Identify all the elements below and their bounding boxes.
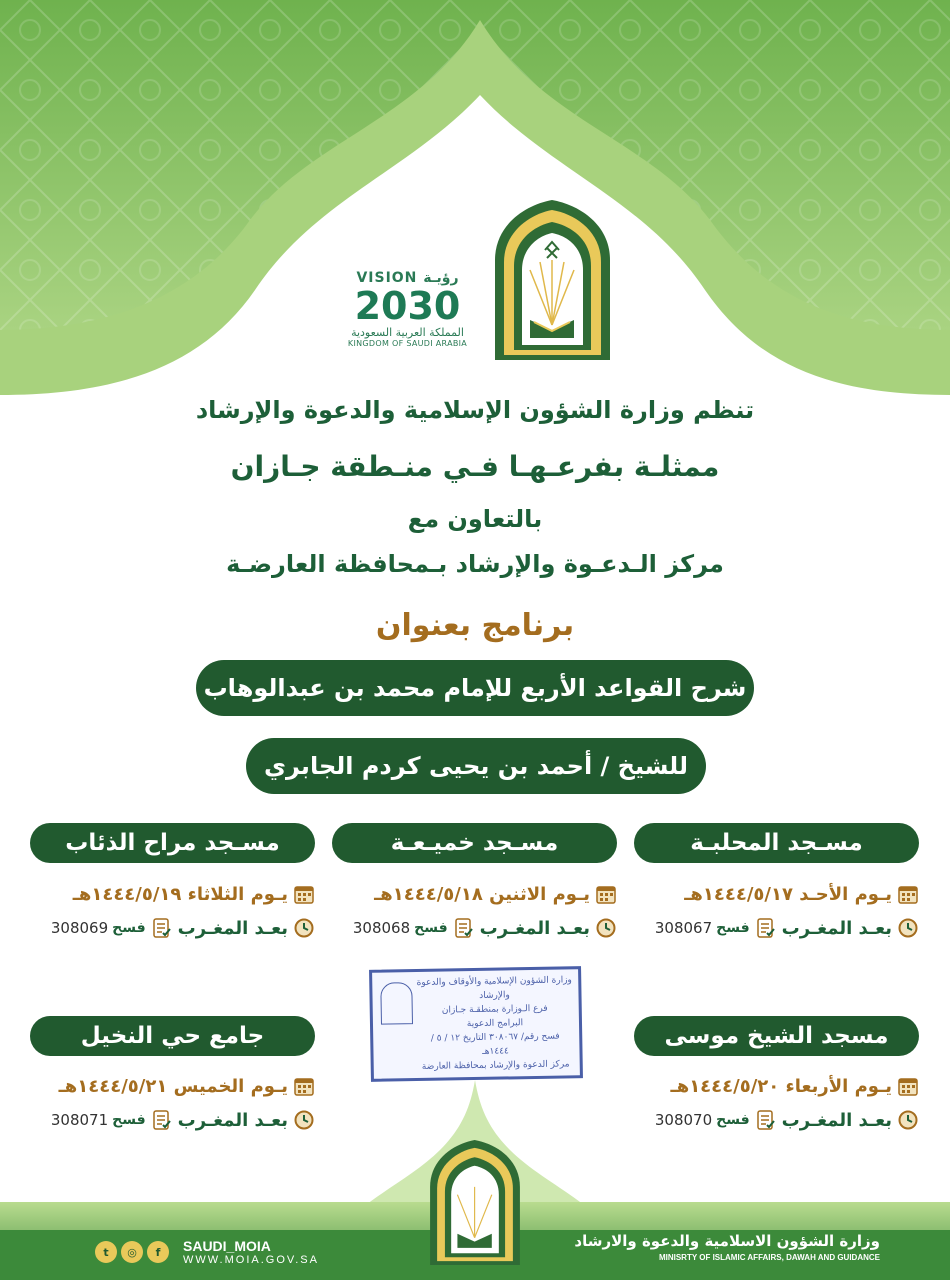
- calendar-icon: [596, 884, 616, 904]
- permit-label: فسح: [112, 920, 146, 936]
- stamp-line-programs: البرامج الدعوية: [466, 1018, 524, 1030]
- permit-number: 308071: [50, 1111, 109, 1129]
- clock-icon: [596, 918, 616, 938]
- permit-label: فسح: [414, 920, 448, 936]
- stamp-line-permit: فسح رقم/ ٣٠٨٠٦٧ التاريخ ١٢ / ٥ / ١٤٤٤هـ: [430, 1031, 560, 1057]
- calendar-icon: [294, 1076, 314, 1096]
- session-2-time-row: [326, 915, 616, 941]
- session-5-permit: [51, 1110, 172, 1130]
- footer-ministry-english: MINISRTY OF ISLAMIC AFFAIRS, DAWAH AND GUIDANCE: [658, 1253, 880, 1262]
- session-2-date: يـوم الاثنين ١٤٤٤/٥/١٨هـ: [374, 883, 590, 905]
- vision-2030-logo: [340, 270, 475, 365]
- cooperation-line: بالتعاون مع: [407, 505, 543, 533]
- clock-icon: [294, 918, 314, 938]
- session-3-time-row: [24, 915, 314, 941]
- session-1-mosque: مسـجد المحلبـة: [634, 823, 919, 863]
- vision-arabic-country: المملكة العربية السعودية: [351, 326, 464, 339]
- program-title: شرح القواعد الأربع للإمام محمد بن عبدالوهاب: [196, 660, 754, 716]
- calendar-icon: [898, 1076, 918, 1096]
- stamp-line-ministry: وزارة الشؤون الإسلامية والأوقاف والدعوة والإرشاد: [416, 975, 572, 1001]
- center-line: مركز الـدعـوة والإرشاد بـمحافظة العارضـة: [226, 550, 724, 578]
- permit-document-icon: [152, 918, 172, 938]
- clock-icon: [294, 1110, 314, 1130]
- social-handle[interactable]: SAUDI_MOIA: [183, 1238, 271, 1254]
- session-2-date-row: [326, 881, 616, 907]
- session-3-date-row: [24, 881, 314, 907]
- session-1-permit: [655, 918, 776, 938]
- session-4-time-row: [628, 1107, 918, 1133]
- session-5-time: بعـد المغـرب: [177, 1109, 288, 1131]
- instagram-icon[interactable]: ◎: [121, 1241, 143, 1263]
- permit-number: 308068: [352, 919, 411, 937]
- footer-ministry-block: [574, 1232, 880, 1262]
- footer-ministry-emblem: [420, 1140, 530, 1265]
- vision-year: 2030: [354, 284, 461, 328]
- permit-document-icon: [152, 1110, 172, 1130]
- stamp-line-center: مركز الدعوة والإرشاد بمحافظة العارضة: [421, 1059, 570, 1072]
- permit-label: فسح: [112, 1112, 146, 1128]
- stamp-emblem-icon: [380, 982, 413, 1025]
- vision-label: VISION رؤيـة: [356, 270, 459, 286]
- session-4-date-row: [628, 1073, 918, 1099]
- session-2-mosque: مسـجد خميـعـة: [332, 823, 617, 863]
- session-1-time-row: [628, 915, 918, 941]
- session-3-mosque: مسـجد مراح الذئاب: [30, 823, 315, 863]
- footer-ministry-arabic: وزارة الشؤون الاسلامية والدعوة والارشاد: [574, 1232, 880, 1250]
- program-heading: برنامج بعنوان: [375, 608, 575, 643]
- website-link[interactable]: WWW.MOIA.GOV.SA: [183, 1254, 319, 1266]
- session-4-time: بعـد المغـرب: [781, 1109, 892, 1131]
- session-1-date-row: [628, 881, 918, 907]
- session-2-permit: [353, 918, 474, 938]
- organizer-line: تنظم وزارة الشؤون الإسلامية والدعوة والإرشاد: [195, 396, 755, 424]
- permit-number: 308067: [654, 919, 713, 937]
- session-1-time: بعـد المغـرب: [781, 917, 892, 939]
- session-3-permit: [51, 918, 172, 938]
- clock-icon: [898, 918, 918, 938]
- clock-icon: [898, 1110, 918, 1130]
- permit-label: فسح: [716, 920, 750, 936]
- session-5-mosque: جامع حي النخيل: [30, 1016, 315, 1056]
- session-2-time: بعـد المغـرب: [479, 917, 590, 939]
- session-3-time: بعـد المغـرب: [177, 917, 288, 939]
- session-4-permit: [655, 1110, 776, 1130]
- facebook-icon[interactable]: f: [147, 1241, 169, 1263]
- permit-document-icon: [756, 918, 776, 938]
- permit-label: فسح: [716, 1112, 750, 1128]
- session-4-mosque: مسجد الشيخ موسى سلمان: [634, 1016, 919, 1056]
- session-5-date: يـوم الخميس ١٤٤٤/٥/٢١هـ: [58, 1075, 288, 1097]
- vision-english-country: KINGDOM OF SAUDI ARABIA: [347, 339, 468, 348]
- footer-social-block: [95, 1238, 319, 1266]
- twitter-icon[interactable]: t: [95, 1241, 117, 1263]
- branch-line: ممثلـة بفرعـهـا فـي منـطقة جـازان: [230, 450, 720, 483]
- session-5-time-row: [24, 1107, 314, 1133]
- stamp-line-branch: فرع الـوزارة بمنطقـة جـازان: [441, 1003, 548, 1016]
- calendar-icon: [898, 884, 918, 904]
- permit-number: 308070: [654, 1111, 713, 1129]
- permit-document-icon: [454, 918, 474, 938]
- permit-number: 308069: [50, 919, 109, 937]
- ministry-emblem-logo: [490, 200, 615, 360]
- calendar-icon: [294, 884, 314, 904]
- permit-document-icon: [756, 1110, 776, 1130]
- session-4-date: يـوم الأربعاء ١٤٤٤/٥/٢٠هـ: [670, 1075, 892, 1097]
- top-arch-background: [0, 0, 950, 420]
- session-5-date-row: [24, 1073, 314, 1099]
- ministry-approval-stamp: [369, 966, 583, 1082]
- session-3-date: يـوم الثلاثاء ١٤٤٤/٥/١٩هـ: [72, 883, 288, 905]
- session-1-date: يـوم الأحـد ١٤٤٤/٥/١٧هـ: [684, 883, 892, 905]
- sheikh-name: للشيخ / أحمد بن يحيى كردم الجابري: [246, 738, 706, 794]
